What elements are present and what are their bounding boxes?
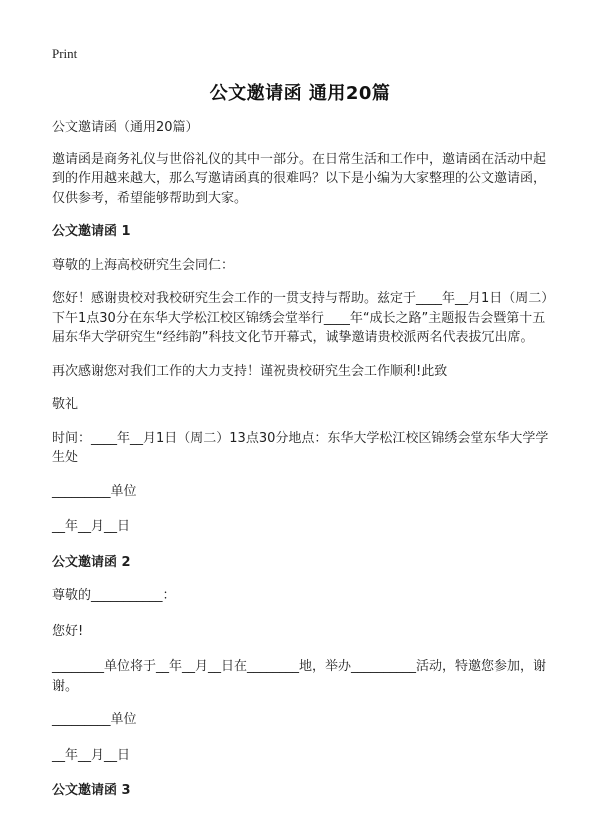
section-1-heading: 公文邀请函 1 bbox=[52, 224, 131, 239]
section-2-date-line: __年__月__日 bbox=[52, 747, 131, 763]
section-3-heading: 公文邀请函 3 bbox=[52, 783, 131, 798]
section-1-body: 您好！感谢贵校对我校研究生会工作的一贯支持与帮助。兹定于____年__月1日（周二）下午1点30分在东华大学松江校区锦绣会堂举行____年“成长之路”主题报告会暨第十五届东华大学研究生“经纬韵”科技文化节开幕式，诚挚邀请贵校派两名代表拔冗出席。 bbox=[52, 291, 548, 345]
section-1-salutation: 尊敬的上海高校研究生会同仁： bbox=[52, 257, 235, 273]
section-2-unit-line: _________单位 bbox=[52, 712, 137, 727]
section-2-greeting: 您好! bbox=[52, 623, 84, 639]
print-label: Print bbox=[52, 46, 78, 61]
section-1-closing: 敬礼 bbox=[52, 397, 79, 412]
section-1-time-location: 时间：____年__月1日（周二）13点30分地点：东华大学松江校区锦绣会堂东华大学学生处 bbox=[52, 430, 549, 465]
section-1-thanks: 再次感谢您对我们工作的大力支持！谨祝贵校研究生会工作顺利!此致 bbox=[52, 363, 448, 379]
document-title: 公文邀请函 通用20篇 bbox=[209, 83, 391, 104]
section-1-unit-line: _________单位 bbox=[52, 483, 137, 499]
document-body bbox=[52, 118, 552, 815]
intro-paragraph: 邀请函是商务礼仪与世俗礼仪的其中一部分。在日常生活和工作中，邀请函在活动中起到的作用越来越大，那么写邀请函真的很难吗？以下是小编为大家整理的公文邀请函，仅供参考，希望能够帮助到大家。 bbox=[52, 151, 547, 206]
section-2-heading: 公文邀请函 2 bbox=[52, 554, 131, 570]
section-2-body: ________单位将于__年__月__日在________地，举办__________活动，特邀您参加，谢谢。 bbox=[52, 659, 547, 694]
document-subtitle: 公文邀请函（通用20篇） bbox=[52, 120, 199, 135]
section-1-date-line: __年__月__日 bbox=[52, 519, 131, 534]
section-2-salutation: 尊敬的___________： bbox=[52, 588, 176, 603]
